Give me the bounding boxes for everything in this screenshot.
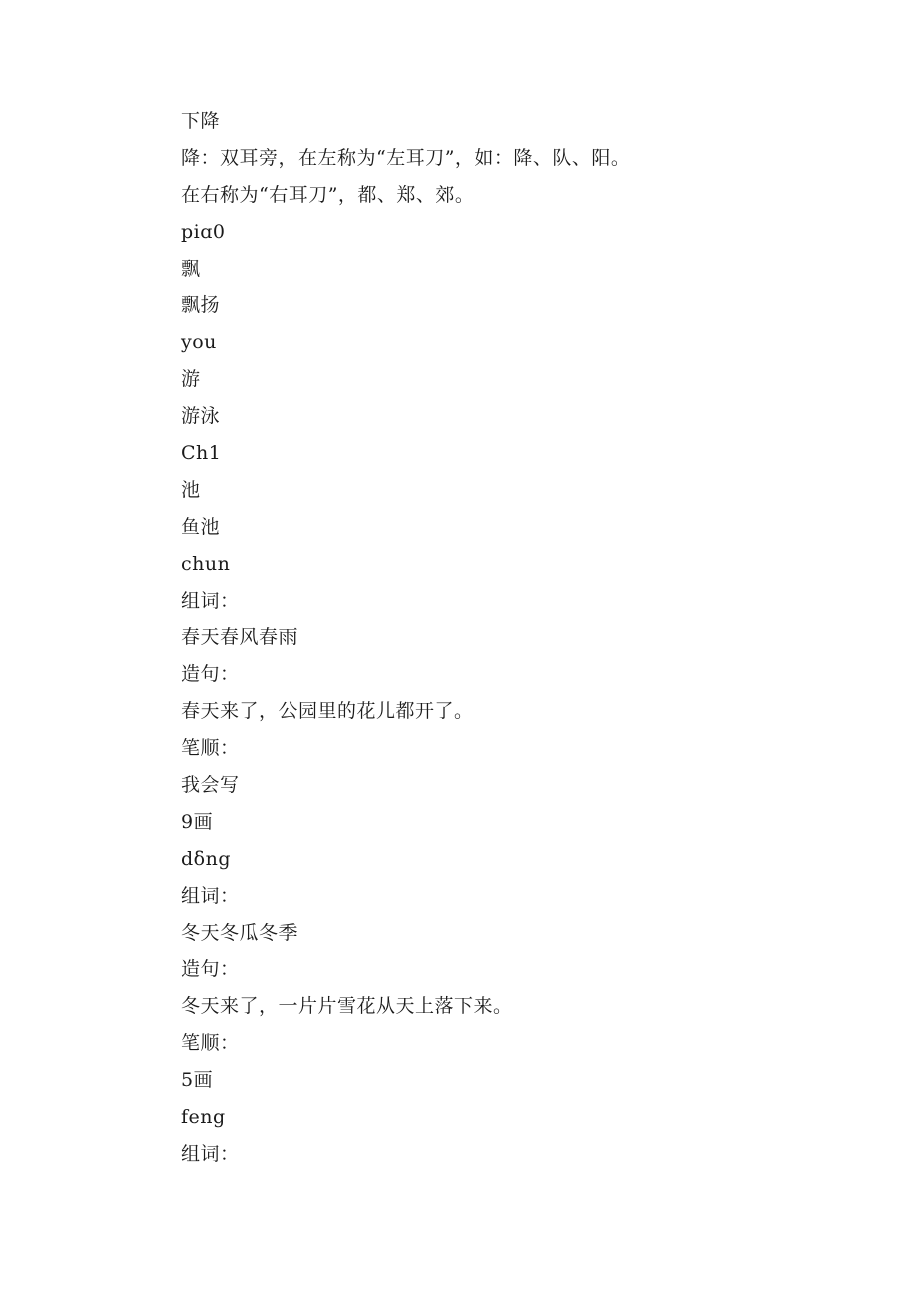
- word-line: 春天春风春雨: [181, 626, 299, 649]
- pinyin-line: feng: [181, 1106, 226, 1129]
- section-heading: 我会写: [181, 774, 240, 797]
- section-label: 组词：: [181, 884, 240, 907]
- word-line: 游泳: [181, 405, 221, 428]
- pinyin-line: chun: [181, 552, 231, 575]
- pinyin-line: dδng: [181, 847, 232, 870]
- word-line: 鱼池: [181, 515, 221, 538]
- pinyin-line: you: [181, 331, 217, 354]
- section-label: 组词：: [181, 1142, 240, 1165]
- word-line: 飘扬: [181, 294, 221, 317]
- section-label: 笔顺：: [181, 1032, 240, 1055]
- section-label: 造句：: [181, 663, 240, 686]
- stroke-count: 9画: [181, 810, 214, 833]
- text-line: 在右称为“右耳刀”，都、郑、郊。: [181, 183, 475, 206]
- character-line: 游: [181, 368, 201, 391]
- sentence-line: 冬天来了，一片片雪花从天上落下来。: [181, 995, 513, 1018]
- pinyin-line: Ch1: [181, 442, 222, 465]
- text-line: 降：双耳旁，在左称为“左耳刀”，如：降、队、阳。: [181, 146, 631, 169]
- section-label: 组词：: [181, 589, 240, 612]
- stroke-count: 5画: [181, 1069, 214, 1092]
- word-line: 冬天冬瓜冬季: [181, 921, 299, 944]
- section-label: 造句：: [181, 958, 240, 981]
- text-line: 下降: [181, 110, 221, 132]
- document-body: [181, 103, 841, 1173]
- pinyin-line: piɑ0: [181, 220, 226, 243]
- sentence-line: 春天来了，公园里的花儿都开了。: [181, 700, 474, 723]
- character-line: 池: [181, 478, 201, 501]
- character-line: 飘: [181, 257, 201, 280]
- section-label: 笔顺：: [181, 737, 240, 760]
